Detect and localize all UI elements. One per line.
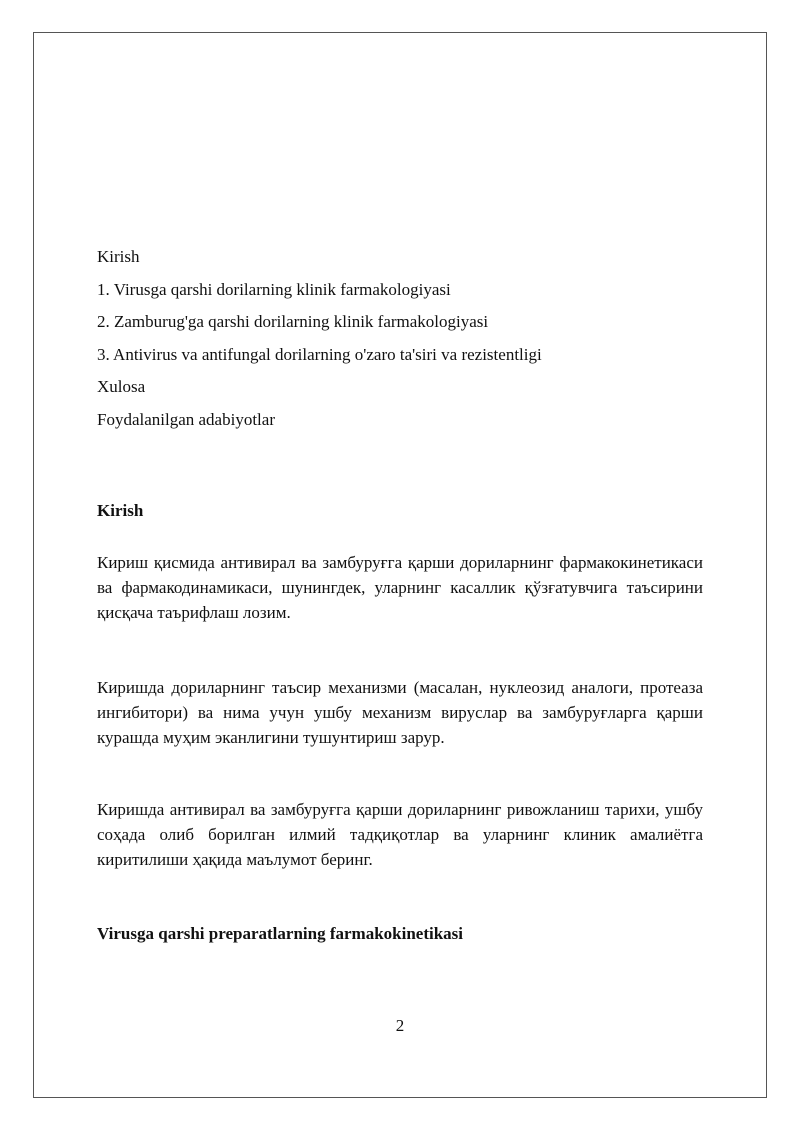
toc-item-chapter-3: 3. Antivirus va antifungal dorilarning o'zaro ta'siri va rezistentligi xyxy=(97,344,542,364)
toc-item-intro: Kirish xyxy=(97,247,140,266)
intro-paragraph-1: Кириш қисмида антивирал ва замбуруғга қарши дориларнинг фармакокинетикаси ва фармакодинамикаси, шунингдек, уларнинг касаллик қўзғатувчига таъсирини қисқача таърифлаш лозим. xyxy=(97,553,703,622)
page-number: 2 xyxy=(395,1016,405,1035)
intro-paragraph-2: Киришда дориларнинг таъсир механизми (масалан, нуклеозид аналоги, протеаза ингибитори) ва нима учун ушбу механизм вируслар ва замбуруғларга қарши курашда муҳим эканлигини тушунтириш зарур. xyxy=(97,678,703,747)
section-heading-pharmacokinetics: Virusga qarshi preparatlarning farmakokinetikasi xyxy=(97,924,464,943)
table-of-contents xyxy=(97,241,707,436)
intro-paragraph-3: Киришда антивирал ва замбуруғга қарши дориларнинг ривожланиш тарихи, ушбу соҳада олиб борилган илмий тадқиқотлар ва уларнинг клиник амалиётга киритилиши ҳақида маълумот беринг. xyxy=(97,800,703,869)
toc-item-chapter-1: 1. Virusga qarshi dorilarning klinik farmakologiyasi xyxy=(97,279,451,299)
section-heading-intro: Kirish xyxy=(97,501,144,520)
toc-item-conclusion: Xulosa xyxy=(97,377,146,396)
toc-item-references: Foydalanilgan adabiyotlar xyxy=(97,409,275,429)
toc-item-chapter-2: 2. Zamburug'ga qarshi dorilarning klinik farmakologiyasi xyxy=(97,312,489,331)
